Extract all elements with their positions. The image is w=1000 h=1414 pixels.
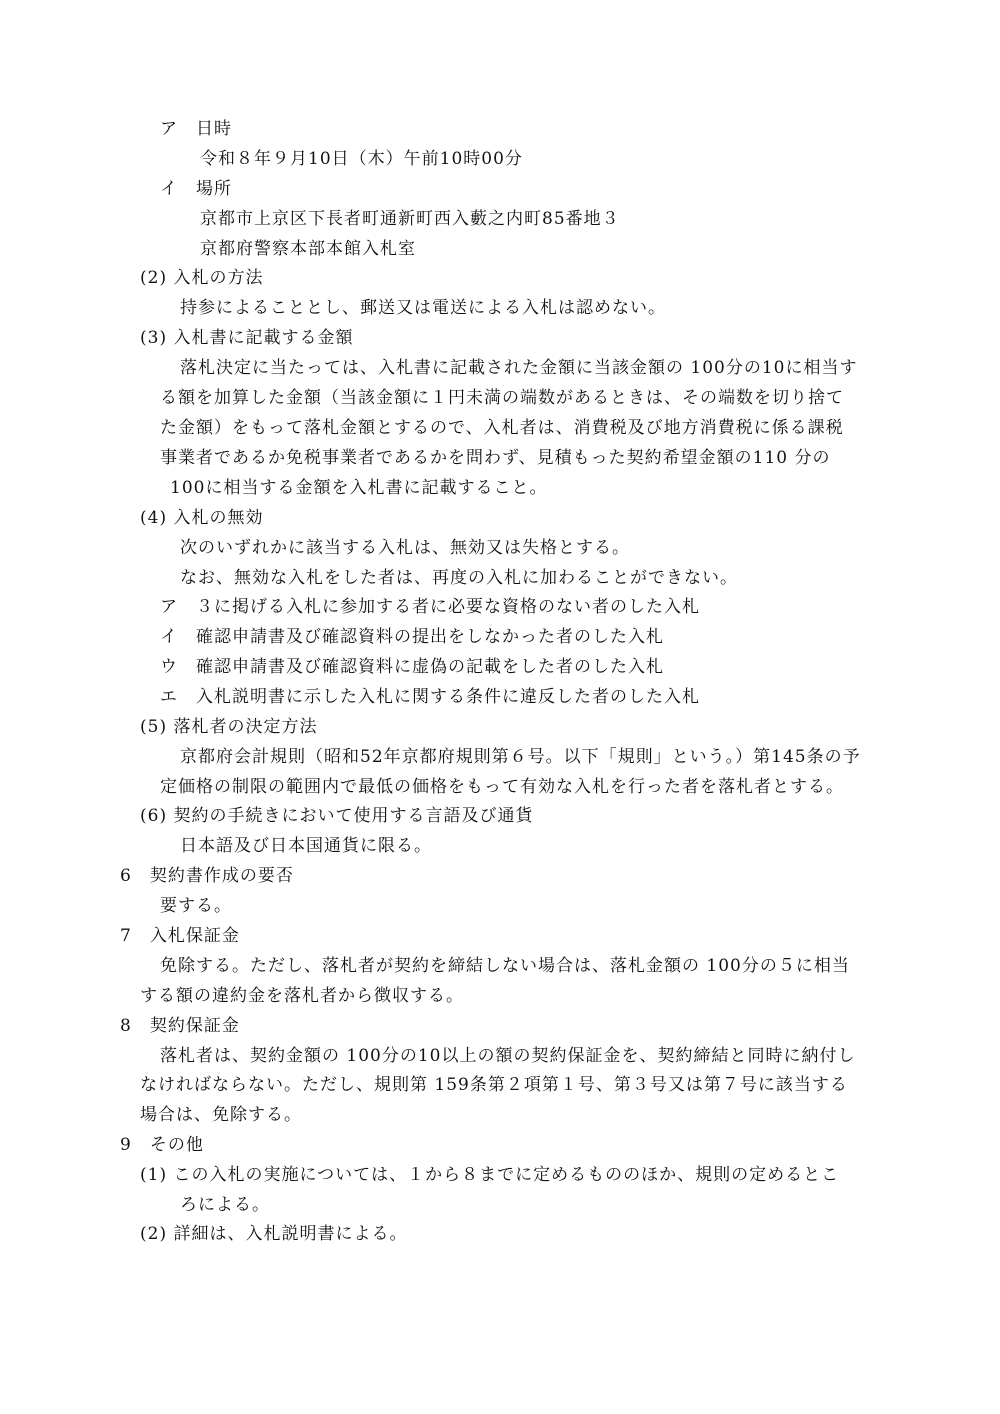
section-3-text-line: た金額）をもって落札金額とするので、入札者は、消費税及び地方消費税に係る課税 <box>160 418 844 438</box>
article-6-heading: 6 契約書作成の要否 <box>120 866 294 886</box>
section-3-text-line: 落札決定に当たっては、入札書に記載された金額に当該金額の 100分の10に相当す <box>180 358 858 378</box>
section-2-text: 持参によることとし、郵送又は電送による入札は認めない。 <box>180 298 666 318</box>
section-4-item-i: イ 確認申請書及び確認資料の提出をしなかった者のした入札 <box>160 627 664 647</box>
place-address: 京都市上京区下長者町通新町西入藪之内町85番地３ <box>200 209 620 229</box>
article-7-text-line: 免除する。ただし、落札者が契約を締結しない場合は、落札金額の 100分の５に相当 <box>160 956 850 976</box>
article-8-text-line: なければならない。ただし、規則第 159条第２項第１号、第３号又は第７号に該当する <box>140 1075 848 1095</box>
section-5-heading: (5) 落札者の決定方法 <box>140 717 318 737</box>
section-4-item-u: ウ 確認申請書及び確認資料に虚偽の記載をした者のした入札 <box>160 657 664 677</box>
section-4-heading: (4) 入札の無効 <box>140 508 264 528</box>
article-7-heading: 7 入札保証金 <box>120 926 240 946</box>
section-4-item-e: エ 入札説明書に示した入札に関する条件に違反した者のした入札 <box>160 687 700 707</box>
article-9-item-2: (2) 詳細は、入札説明書による。 <box>140 1224 408 1244</box>
section-3-text-line: 100に相当する金額を入札書に記載すること。 <box>170 478 548 498</box>
item-i-place-heading: イ 場所 <box>160 179 232 199</box>
article-9-heading: 9 その他 <box>120 1135 204 1155</box>
section-6-heading: (6) 契約の手続きにおいて使用する言語及び通貨 <box>140 806 534 826</box>
article-9-item-1-line: (1) この入札の実施については、１から８までに定めるもののほか、規則の定めるとこ <box>140 1165 840 1185</box>
section-3-text-line: 事業者であるか免税事業者であるかを問わず、見積もった契約希望金額の110 分の <box>160 448 831 468</box>
section-4-note: なお、無効な入札をした者は、再度の入札に加わることができない。 <box>180 568 738 588</box>
section-5-text-line: 京都府会計規則（昭和52年京都府規則第６号。以下「規則」という。）第145条の予 <box>180 747 861 767</box>
article-8-text-line: 落札者は、契約金額の 100分の10以上の額の契約保証金を、契約締結と同時に納付し <box>160 1046 856 1066</box>
article-8-heading: 8 契約保証金 <box>120 1016 240 1036</box>
article-6-text: 要する。 <box>160 896 232 916</box>
item-a-datetime-heading: ア 日時 <box>160 119 232 139</box>
section-3-heading: (3) 入札書に記載する金額 <box>140 328 354 348</box>
section-5-text-line: 定価格の制限の範囲内で最低の価格をもって有効な入札を行った者を落札者とする。 <box>160 777 844 797</box>
article-7-text-line: する額の違約金を落札者から徴収する。 <box>140 986 464 1006</box>
datetime-value: 令和８年９月10日（木）午前10時00分 <box>200 149 523 169</box>
section-3-text-line: る額を加算した金額（当該金額に１円未満の端数があるときは、その端数を切り捨て <box>160 388 844 408</box>
place-room: 京都府警察本部本館入札室 <box>200 239 416 259</box>
section-6-text: 日本語及び日本国通貨に限る。 <box>180 836 432 856</box>
section-4-item-a: ア ３に掲げる入札に参加する者に必要な資格のない者のした入札 <box>160 597 700 617</box>
section-4-text: 次のいずれかに該当する入札は、無効又は失格とする。 <box>180 538 630 558</box>
article-9-item-1-line: ろによる。 <box>180 1195 270 1215</box>
article-8-text-line: 場合は、免除する。 <box>140 1105 302 1125</box>
section-2-heading: (2) 入札の方法 <box>140 268 264 288</box>
